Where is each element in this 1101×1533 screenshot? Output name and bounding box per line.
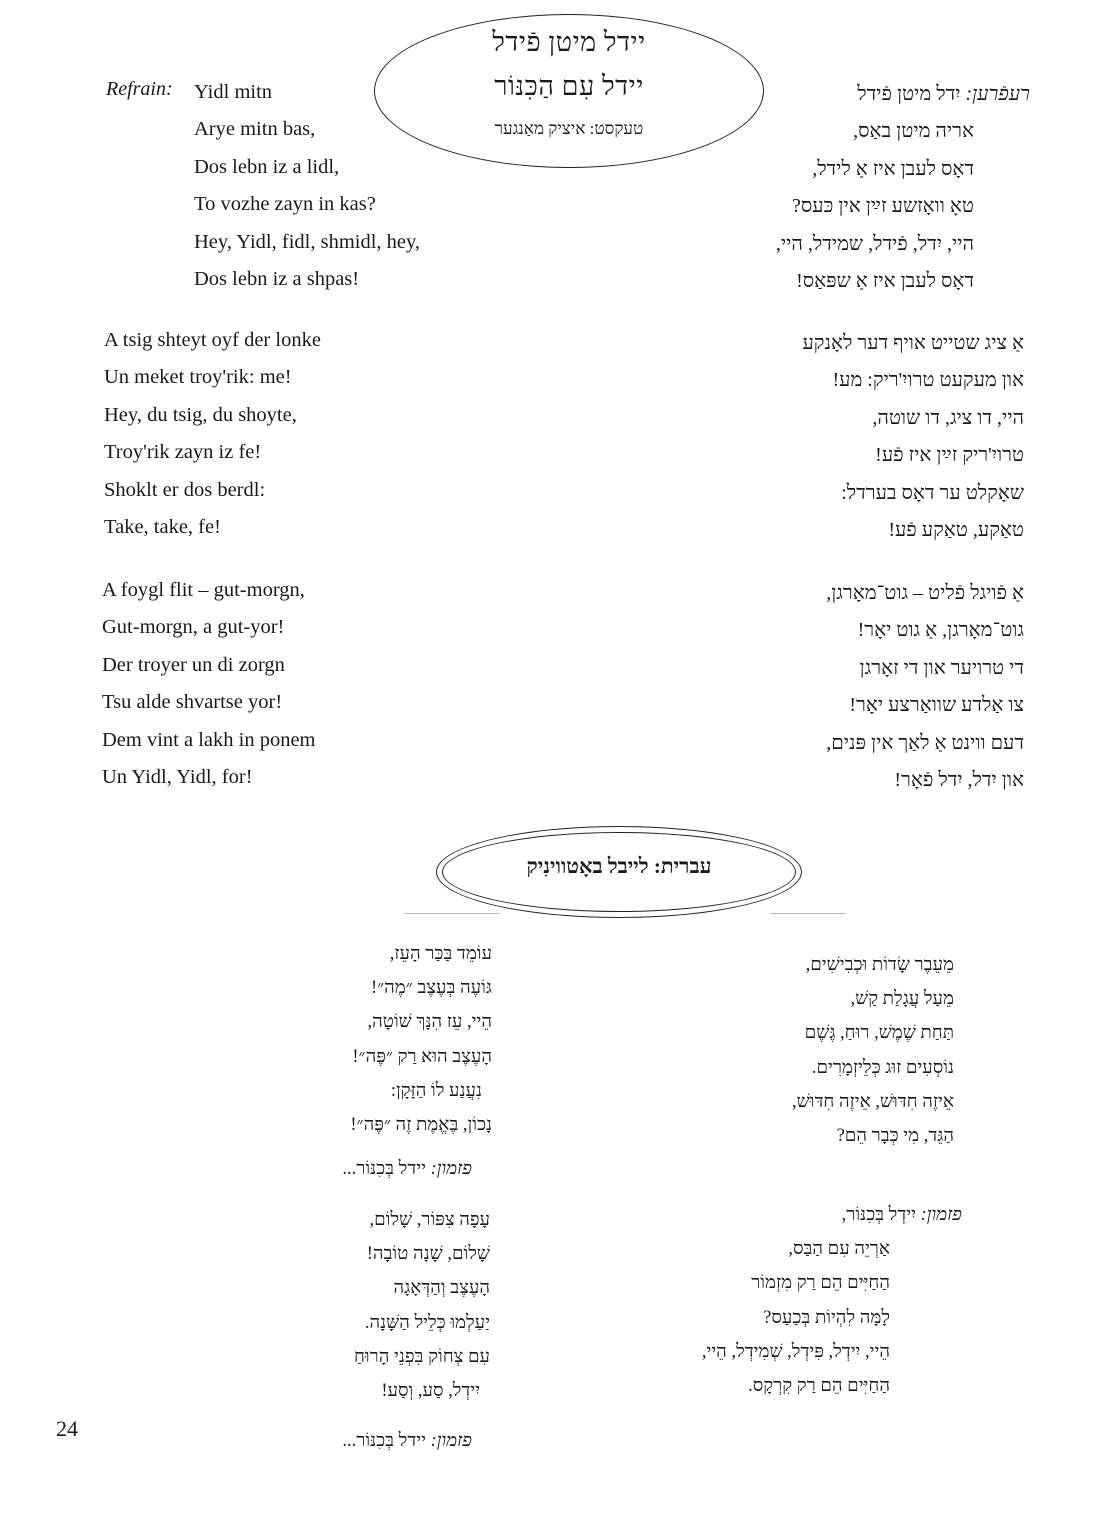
page-number: 24 bbox=[56, 1416, 78, 1441]
hebrew-verse-klezmer bbox=[700, 948, 954, 1153]
lyric-line: אַ פֿויגל פֿליט – גוט־מאָרגן, bbox=[826, 582, 1024, 604]
lyric-line: צו אַלדע שוואַרצע יאָר! bbox=[849, 694, 1024, 717]
lyric-line: היי, יִדל, פֿידל, שמידל, היי, bbox=[775, 232, 974, 255]
translation-credit-oval bbox=[436, 826, 802, 918]
lyric-line: Dos lebn iz a lidl, bbox=[194, 155, 340, 178]
lyric-line: Der troyer un di zorgn bbox=[102, 653, 285, 676]
lyric-line: דאָס לעבן איז אַ שפּאַס! bbox=[796, 270, 974, 293]
hebrew-verse-bird bbox=[270, 1203, 490, 1408]
lyric-line: אַ ציג שטייט אויף דער לאָנקע bbox=[802, 332, 1024, 354]
lyric-line: Tsu alde shvartse yor! bbox=[102, 691, 283, 714]
lyric-line: Take, take, fe! bbox=[104, 516, 221, 539]
yiddish-refrain bbox=[620, 76, 1030, 300]
lyric-line: נוֹסְעִים זוּג כְּלֵיזְמָרִים. bbox=[811, 1057, 954, 1078]
lyric-line: עָפָה צִפּוֹר, שָׁלוֹם, bbox=[369, 1210, 490, 1230]
refrain-label-english: Refrain: bbox=[106, 78, 173, 100]
lyric-line: Shoklt er dos berdl: bbox=[104, 478, 266, 501]
yiddish-verse-2 bbox=[620, 575, 1024, 799]
lyric-line: Yidl mitn bbox=[194, 81, 273, 103]
lyric-line: און מעקעט טרויִ'ריק: מע! bbox=[832, 369, 1024, 392]
lyric-line: עִם צְחוֹק בִּפְנֵי הָרוּחַ bbox=[353, 1346, 490, 1367]
lyric-line bbox=[630, 1198, 962, 1232]
lyric-line: הָעֶצֶב וְהַדְּאָגָה bbox=[393, 1278, 490, 1299]
hebrew-chorus bbox=[630, 1198, 962, 1403]
lyric-line: עוֹמֵד בַּכַּר הָעֵז, bbox=[389, 944, 492, 964]
lyric-line: Gut-morgn, a gut-yor! bbox=[102, 616, 285, 639]
chorus-first-line: יִידְל בְּכִנּוֹר, bbox=[841, 1205, 916, 1225]
lyric-line: טאַקע, טאַקע פֿע! bbox=[888, 519, 1024, 542]
lyric-line: יַעַלְמוּ כְּלֵיל הַשָּׁנָה. bbox=[364, 1312, 490, 1333]
hebrew-chorus-marker bbox=[240, 1424, 472, 1458]
lyric-line: און יִדל, יִדל פֿאָר! bbox=[894, 769, 1024, 792]
lyric-line: הַחַיִּים הֵם רַק מִזְמוֹר bbox=[751, 1273, 890, 1294]
refrain-label-yiddish: רעפֿרען: bbox=[965, 83, 1030, 105]
lyric-line: טרויִ'ריק זײַן איז פֿע! bbox=[875, 444, 1024, 467]
lyric-line: מֵעֵבֶר שָׂדוֹת וּכְבִישִׁים, bbox=[805, 955, 954, 975]
lyric-line: Dos lebn iz a shpas! bbox=[194, 268, 360, 291]
lyric-line: Hey, Yidl, fidl, shmidl, hey, bbox=[194, 230, 421, 253]
lyric-line: די טרויער און די זאָרגן bbox=[859, 656, 1024, 679]
chorus-label: פזמון: bbox=[430, 1159, 472, 1179]
title-hebrew: יידל עִם הַכִּנּוֹר bbox=[494, 71, 644, 101]
hebrew-chorus-marker bbox=[240, 1152, 472, 1186]
divider-rule bbox=[770, 913, 846, 914]
lyric-line: הֵיי, עֵז הִנָּךְ שׁוֹטָה, bbox=[367, 1012, 492, 1033]
lyric-line: תַּחַת שֶׁמֶשׁ, רוּחַ, גֶּשֶׁם bbox=[804, 1023, 954, 1044]
lyric-line: יִידְל, סַע, וְסַע! bbox=[381, 1381, 480, 1402]
english-verse-1 bbox=[104, 322, 321, 546]
refrain-first-line: יִדל מיטן פֿידל bbox=[857, 83, 961, 105]
lyric-line: אריה מיטן באַס, bbox=[853, 120, 974, 143]
lyric-line: טאָ וואָזשע זײַן אין כּעס? bbox=[792, 195, 974, 218]
hebrew-verse-goat bbox=[270, 937, 492, 1142]
lyric-line: לָמָּה לִהְיוֹת בְּכַעַס? bbox=[763, 1307, 890, 1328]
chorus-text: יידל בְּכִנּוֹר... bbox=[342, 1431, 426, 1451]
chorus-text: יידל בְּכִנּוֹר... bbox=[342, 1159, 426, 1179]
lyric-line: שָׁלוֹם, שָׁנָה טוֹבָה! bbox=[366, 1244, 490, 1265]
divider-rule bbox=[404, 913, 500, 914]
chorus-label: פזמון: bbox=[430, 1431, 472, 1451]
lyricist-credit: טעקסט: איציק מאַנגער bbox=[494, 119, 644, 138]
lyric-line: גוט־מאָרגן, אַ גוט יאָר! bbox=[857, 619, 1024, 642]
lyric-line: היי, דו ציג, דו שוטה, bbox=[872, 406, 1024, 429]
lyric-line: A foygl flit – gut-morgn, bbox=[102, 579, 305, 601]
lyric-line: הֵיי, יִידְל, פִּידְל, שְׁמִידְל, הֵיי, bbox=[701, 1341, 890, 1362]
lyric-line: Un Yidl, Yidl, for! bbox=[102, 766, 253, 789]
title-yiddish: יידל מיטן פֿידל bbox=[492, 27, 646, 57]
lyric-line: גּוֹעֶה בְּעֶצֶב ״מֶה״! bbox=[370, 978, 492, 999]
lyric-line: הַחַיִּים הֵם רַק קִרְקָס. bbox=[748, 1376, 890, 1397]
lyric-line: To vozhe zayn in kas? bbox=[194, 193, 376, 216]
lyric-line: נִעֲנַע לוֹ הַזָּקָן: bbox=[390, 1080, 482, 1101]
translation-credit: עברית: לייבל באָטווינִיק bbox=[526, 854, 712, 878]
lyric-line: Arye mitn bas, bbox=[194, 118, 316, 141]
lyric-line: Un meket troy'rik: me! bbox=[104, 366, 292, 389]
lyric-line: נָכוֹן, בֶּאֱמֶת זֶה ״פֶּה״! bbox=[350, 1115, 492, 1136]
lyric-line: הָעֶצֶב הוּא רַק ״פֶּה״! bbox=[352, 1046, 492, 1067]
lyric-line: A tsig shteyt oyf der lonke bbox=[104, 329, 321, 351]
lyric-line: דעם ווינט אַ לאַך אין פּנים, bbox=[826, 731, 1024, 754]
lyric-line: מֵעַל עֲגָלַת קַשׁ, bbox=[850, 989, 954, 1010]
lyric-line: אַרְיֵה עִם הַבַּס, bbox=[788, 1239, 890, 1260]
chorus-label: פזמון: bbox=[920, 1205, 962, 1225]
english-refrain bbox=[194, 74, 420, 298]
lyric-line: אֵיזֶה חִדּוּשׁ, אֵיזֶה חִדּוּשׁ, bbox=[792, 1091, 954, 1112]
english-verse-2 bbox=[102, 572, 316, 796]
chorus-line bbox=[240, 1424, 472, 1458]
lyric-line: Hey, du tsig, du shoyte, bbox=[104, 403, 297, 426]
lyric-line: הַגֵּד, מִי כְּבָר הֵם? bbox=[836, 1126, 954, 1147]
lyric-line: Troy'rik zayn iz fe! bbox=[104, 441, 262, 464]
lyric-line bbox=[620, 76, 1030, 113]
lyric-line: שאָקלט ער דאָס בערדל: bbox=[841, 481, 1024, 504]
lyric-line: Dem vint a lakh in ponem bbox=[102, 728, 316, 751]
yiddish-verse-1 bbox=[620, 325, 1024, 549]
chorus-line bbox=[240, 1152, 472, 1186]
lyric-line: דאָס לעבן איז אַ לידל, bbox=[812, 157, 974, 180]
